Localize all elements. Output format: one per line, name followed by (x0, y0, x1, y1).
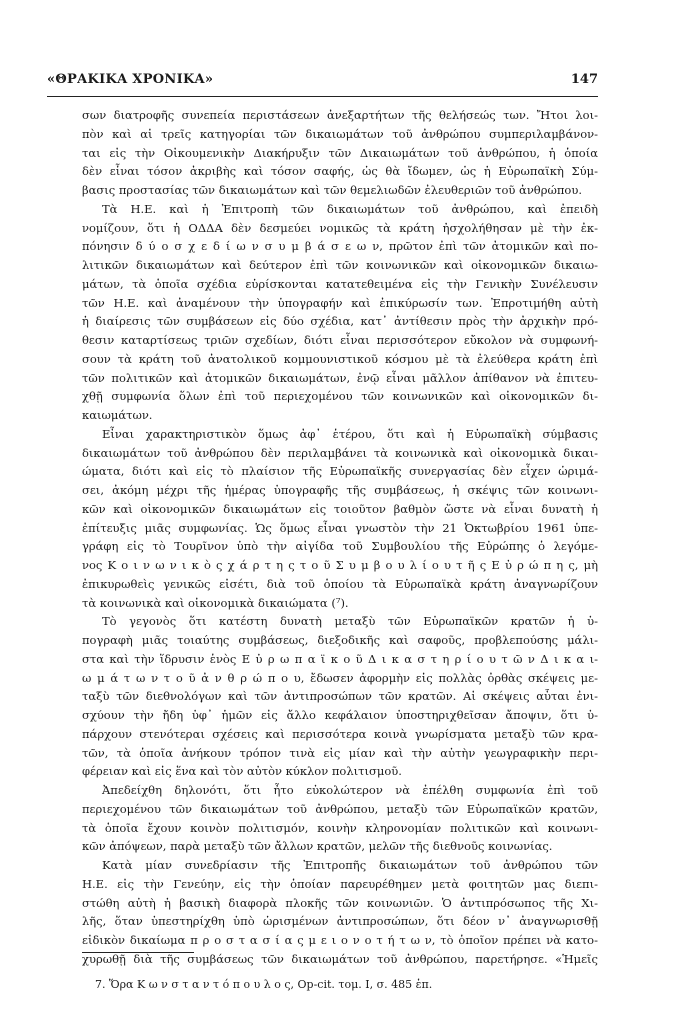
body-text (82, 106, 598, 969)
text-line: ται εἰς τὴν Οἰκουμενικὴν Διακήρυξιν τῶν Δικαιωμάτων τοῦ ἀνθρώπου, ἡ ὁποία (82, 145, 598, 160)
text-line: ἡ διαίρεσις τῶν συμβάσεων εἰς δύο σχέδια, κατ᾽ ἀντίθεσιν πρὸς τὴν ἀρχικὴν πρό- (82, 314, 598, 329)
text-line: περιεχομένου τῶν δικαιωμάτων τοῦ ἀνθρώπου, μεταξὺ τῶν Εὐρωπαϊκῶν κρατῶν, (82, 801, 598, 816)
text-line: στα καὶ τὴν ἵδρυσιν ἑνὸς Ε ὐ ρ ω π α ϊ κ ο ῦ Δ ι κ α σ τ η ρ ί ο υ τ ῶ ν Δ ι κ α ι- (82, 651, 598, 666)
text-line: χθῇ συμφωνία ὅλων ἐπὶ τοῦ περιεχομένου τῶν κοινωνικῶν καὶ οἰκονομικῶν δι- (82, 389, 598, 404)
text-line: σχύουν τὴν ἤδη ὑφ᾽ ἡμῶν εἰς ἄλλο κεφάλαιον ὑποστηριχθεῖσαν ἄποψιν, ὅτι ὑ- (82, 708, 598, 722)
text-line: τῶν πολιτικῶν καὶ ἀτομικῶν δικαιωμάτων, ἐνῷ εἶναι μᾶλλον ἀπίθανον νὰ ἐπιτευ- (82, 370, 598, 385)
header-rule (47, 96, 598, 97)
text-line: ταξὺ τῶν διεθνολόγων καὶ τῶν ἀντιπροσώπων τῶν κρατῶν. Αἱ σκέψεις αὗται ἐνι- (82, 689, 598, 704)
text-line: καιωμάτων. (82, 408, 153, 422)
text-line: τῶν, τὰ ὁποῖα ἀνήκουν τρόπον τινὰ εἰς μίαν καὶ τὴν αὐτὴν γεωγραφικὴν περι- (82, 745, 598, 760)
footnote: 7. Ὅρα Κ ω ν σ τ α ν τ ό π ο υ λ ο ς, Op-cit. τομ. Ι, σ. 485 ἑπ. (95, 978, 433, 991)
text-line: πὸν καὶ αἱ τρεῖς κατηγορίαι τῶν δικαιωμάτων τοῦ ἀνθρώπου συμπεριλαμβάνον- (82, 126, 598, 141)
text-line: δὲν εἶναι τόσον ἀκριβὴς καὶ τόσον σαφής, ὡς θὰ ἴδωμεν, ὡς ἡ Εὐρωπαϊκὴ Σύμ- (82, 164, 598, 179)
text-line: Κατὰ μίαν συνεδρίασιν τῆς Ἐπιτροπῆς δικαιωμάτων τοῦ ἀνθρώπου τῶν (102, 858, 598, 872)
text-line: Η.Ε. εἰς τὴν Γενεύην, εἰς τὴν ὁποίαν παρευρέθημεν μετὰ φοιτητῶν μας διεπι- (82, 876, 598, 891)
running-title: «ΘΡΑΚΙΚΑ ΧΡΟΝΙΚΑ» (47, 72, 214, 87)
text-line: κῶν ἀπόψεων, παρὰ μεταξὺ τῶν ἄλλων κρατῶν, μελῶν τῆς διεθνοῦς κοινωνίας. (82, 839, 553, 854)
page-number: 147 (570, 72, 598, 87)
text-line: βασις προστασίας τῶν δικαιωμάτων καὶ τῶν θεμελιωδῶν ἐλευθεριῶν τοῦ ἀνθρώπου. (82, 183, 582, 197)
text-line: φέρειαν καὶ εἰς ἕνα καὶ τὸν αὐτὸν κύκλον πολιτισμοῦ. (82, 764, 402, 779)
text-line: ω μ ά τ ω ν τ ο ῦ ἀ ν θ ρ ώ π ο υ, ἔδωσεν ἀφορμὴν εἰς πολλὰς ὀρθὰς σκέψεις με- (82, 670, 598, 685)
text-line: εἰδικὸν δικαίωμα π ρ ο σ τ α σ ί α ς μ ε ι ο ν ο τ ή τ ω ν, τὸ ὁποῖον πρέπει νὰ κατο- (82, 933, 598, 947)
text-line: γράφη εἰς τὸ Τουρῖνον ὑπὸ τὴν αἰγίδα τοῦ Συμβουλίου τῆς Εὐρώπης ὁ λεγόμε- (82, 539, 598, 554)
text-line: νος Κ ο ι ν ω ν ι κ ὸ ς χ ά ρ τ η ς τ ο ῦ Σ υ μ β ο υ λ ί ο υ τ ῆ ς Ε ὐ ρ ώ π η ς, μὴ (82, 558, 598, 572)
text-line: στώθη αὐτὴ ἡ βασικὴ διαφορὰ πλοκῆς τῶν κοινωνιῶν. Ὁ ἀντιπρόσωπος τῆς Χι- (82, 895, 598, 910)
page-header (47, 72, 598, 92)
text-line: ἐπίτευξις μιᾶς συμφωνίας. Ὡς ὅμως εἶναι γνωστὸν τὴν 21 Ὀκτωβρίου 1961 ὑπε- (82, 520, 598, 535)
text-line: κῶν καὶ οἰκονομικῶν δικαιωμάτων εἰς τοιοῦτον βαθμὸν ὥστε νὰ εἶναι δυνατὴ ἡ (82, 501, 598, 516)
text-line: Τὸ γεγονὸς ὅτι κατέστη δυνατὴ μεταξὺ τῶν Εὐρωπαϊκῶν κρατῶν ἡ ὑ- (102, 614, 598, 629)
text-line: λῆς, ὅταν ὑπεστηρίχθη ὑπὸ ὡρισμένων ἀντιπροσώπων, ὅτι δέον ν᾽ ἀναγνωρισθῇ (82, 914, 598, 929)
text-line: δικαιωμάτων τοῦ ἀνθρώπου δὲν περιλαμβάνει τὰ κοινωνικὰ καὶ οἰκονομικὰ δικαι- (82, 445, 598, 460)
footnote-rule (82, 952, 194, 953)
text-line: σουν τὰ κράτη τοῦ ἀνατολικοῦ κομμουνιστικοῦ κόσμου μὲ τὰ ἐλεύθερα κράτη ἐπὶ (82, 351, 598, 366)
text-line: θεσιν καταρτίσεως τριῶν σχεδίων, διότι εἶναι περισσότερον εὔκολον νὰ συμφωνή- (82, 333, 598, 347)
text-line: πόνησιν δ ύ ο σ χ ε δ ί ω ν σ υ μ β ά σ ε ω ν, πρῶτον ἐπὶ τῶν ἀτομικῶν καὶ πο- (82, 239, 598, 254)
text-line: Τὰ Η.Ε. καὶ ἡ Ἐπιτροπὴ τῶν δικαιωμάτων τοῦ ἀνθρώπου, καὶ ἐπειδὴ (102, 201, 598, 216)
text-line: μάτων, τὰ ὁποῖα σχέδια εὑρίσκονται κατατεθειμένα εἰς τὴν Γενικὴν Συνέλευσιν (82, 276, 598, 291)
text-line: τὰ κοινωνικὰ καὶ οἰκονομικὰ δικαιώματα (⁷). (82, 595, 349, 610)
text-line: Ἀπεδείχθη δηλονότι, ὅτι ἦτο εὐκολώτερον νὰ ἐπέλθη συμφωνία ἐπὶ τοῦ (102, 783, 598, 797)
text-line: σει, ἀκόμη μέχρι τῆς ἡμέρας ὑπογραφῆς τῆς συμβάσεως, ἡ σκέψις τῶν κοινωνι- (82, 483, 598, 497)
text-line: λιτικῶν δικαιωμάτων καὶ δεύτερον ἐπὶ τῶν κοινωνικῶν καὶ οἰκονομικῶν δικαιω- (82, 258, 598, 272)
text-line: νομίζουν, ὅτι ἡ ΟΔΔΑ δὲν δεσμεύει νομικῶς τὰ κράτη ἠσχολήθησαν μὲ τὴν ἐκ- (82, 220, 598, 235)
text-line: χυρωθῇ διὰ τῆς συμβάσεως τῶν δικαιωμάτων τοῦ ἀνθρώπου, παρετήρησε. «Ἡμεῖς (82, 951, 598, 966)
text-line: Εἶναι χαρακτηριστικὸν ὅμως ἀφ᾽ ἑτέρου, ὅτι καὶ ἡ Εὐρωπαϊκὴ σύμβασις (102, 426, 598, 441)
text-line: σων διατροφῆς συνεπεία περιστάσεων ἀνεξαρτήτων τῆς θελήσεώς των. Ἤτοι λοι- (82, 108, 598, 122)
text-line: πογραφὴ μιᾶς τοιαύτης συμβάσεως, διεξοδικῆς καὶ σαφοῦς, προβλεπούσης μάλι- (82, 633, 598, 647)
text-line: ἐπικυρωθεὶς γενικῶς εἰσέτι, διὰ τοῦ ὁποίου τὰ Εὐρωπαϊκὰ κράτη ἀναγνωρίζουν (82, 576, 598, 591)
text-line: τῶν Η.Ε. καὶ ἀναμένουν τὴν ὑπογραφήν καὶ ἐπικύρωσίν των. Ἐπροτιμήθη αὐτὴ (82, 295, 598, 310)
text-line: τὰ ὁποῖα ἔχουν κοινὸν πολιτισμόν, κοινὴν κληρονομίαν πολιτικῶν καὶ κοινωνι- (82, 820, 598, 835)
text-line: πάρχουν στενότεραι σχέσεις καὶ περισσότερα κοινὰ γνωρίσματα μεταξὺ τῶν κρα- (82, 726, 598, 741)
text-line: ώματα, διότι καὶ εἰς τὸ πλαίσιον τῆς Εὐρωπαϊκῆς συνεργασίας δὲν εἶχεν ὡριμά- (82, 464, 598, 479)
